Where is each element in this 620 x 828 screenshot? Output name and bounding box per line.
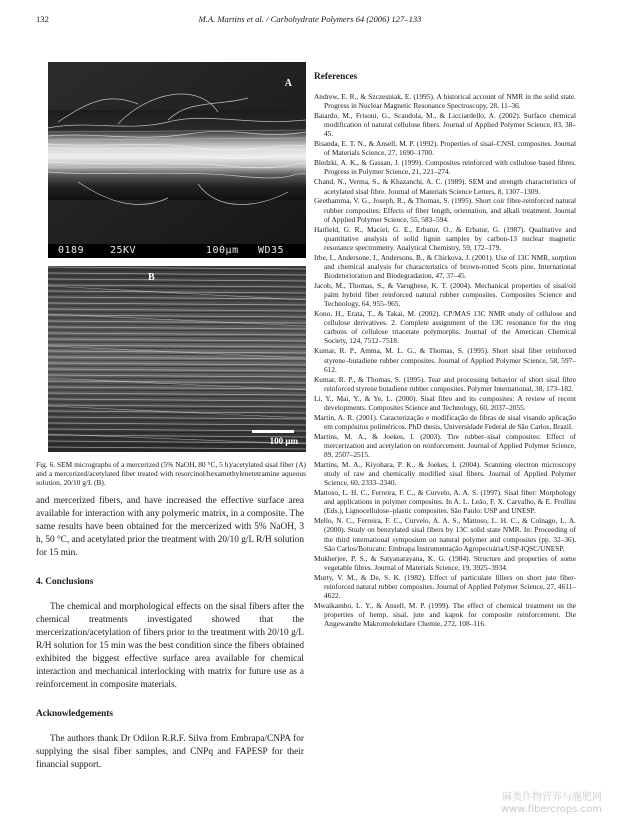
reference-item: Li, Y., Mai, Y., & Ye, L. (2000). Sisal fibre and its composites: A review of recent developments. Composites Science and Technology, 60, 2037–2055.	[314, 393, 576, 412]
right-column	[314, 72, 576, 629]
references-title: References	[314, 72, 358, 82]
reference-item: Mwaikambo, L. Y., & Ansell, M. P. (1999). The effect of chemical treatment on the properties of hemp, sisal, jute and kapok for composite reinforcement. Die Angewandte Makromolekulare Chemie, 272, 108–116.	[314, 600, 576, 629]
sem-micrograph-a	[48, 62, 306, 258]
figure-6	[36, 62, 306, 488]
reference-item: Murty, V. M., & De, S. K. (1982). Effect of particulate fillers on short jute fiber-reinforced natural rubber composites. Journal of Applied Polymer Science, 27, 4611–4622.	[314, 572, 576, 600]
paragraph-continuation: and mercerized fibers, and have increased the effective surface area available for interaction with any polymeric matrix, in a composite. The same results have been obtained for the mercerized with 5% NaOH, 3 h, 50 °C, and acetylated prior the treatment with 20/10 g/L R/H solution for 15 min.	[36, 495, 304, 558]
panel-label-b: B	[148, 272, 155, 283]
page-header	[36, 14, 584, 28]
sem-image-b	[48, 266, 306, 452]
sem-scale: 100μm	[206, 245, 239, 256]
reference-item: Mukherjee, P. S., & Satyanarayana, K. G. (1984). Structure and properties of some vegetable fibres. Journal of Materials Science, 19, 3925–3934.	[314, 553, 576, 572]
reference-item: Mello, N. C., Ferreira, F. C., Curvelo, A. A. S., Mattoso, L. H. C., & Colnago, L. A. (2000). Study on benzylated sisal fibers by 13C solid state NMR. In: Proceeding of the third international symposium on natural polymer and composites (pp. 32–36). São Carlos/Botucatu: Embrapa Instrumentação Agropecuária/USP-IQSC/UNESP.	[314, 516, 576, 553]
reference-item: Bledzki, A. K., & Gassan, J. (1999). Composites reinforced with cellulose based fibres. Progress in Polymer Science, 21, 221–274.	[314, 158, 576, 177]
scale-bar-label: 100 μm	[269, 436, 298, 446]
reference-item: Mattoso, L. H. C., Ferreira, F. C., & Curvelo, A. A. S. (1997). Sisal fiber: Morphology and applications in polymer composites. In A. L. Leão, F. X. Carvalho, & E. Frollini (Eds.), Lignocellulose–plastic composites. São Paulo: USP and UNESP.	[314, 488, 576, 516]
reference-item: Baiardo, M., Frisoni, G., Scandola, M., & Licciardello, A. (2002). Surface chemical modification of natural cellulose fibers. Journal of Applied Polymer Science, 83, 38–45.	[314, 111, 576, 139]
reference-item: Irbe, I., Andersone, I., Andersons, B., & Chirkova, J. (2001). Use of 13C NMR, sorption and chemical analysis for characteristics of brown-rotted Scots pine. International Biodeterioration and Biodegradation, 47, 37–45.	[314, 252, 576, 281]
sem-working-distance: WD35	[258, 245, 285, 256]
reference-item: Bisanda, E. T. N., & Ansell, M. P. (1992). Properties of sisal–CNSL composites. Journal of Materials Science, 27, 1690–1700.	[314, 139, 576, 158]
sem-micrograph-b	[48, 266, 306, 452]
reference-item: Andrew, E. R., & Szczesniak, E. (1995). A historical account of NMR in the solid state. Progress in Nuclear Magnetic Resonance Spectroscopy, 28, 11–36.	[314, 92, 576, 111]
watermark-line-1: 麻类作物营养与施肥网	[502, 792, 602, 803]
reference-item: Martins, M. A., Kiyohara, P. K., & Joekes, I. (2004). Scanning electron microscopy study of raw and chemically modified sisal fibers. Journal of Applied Polymer Science, 60, 2333–2340.	[314, 460, 576, 488]
sem-voltage: 25KV	[110, 245, 137, 256]
section-title-acknowledgements: Acknowledgements	[36, 708, 113, 719]
body-text	[36, 495, 304, 772]
paragraph-acknowledgements: The authors thank Dr Odilon R.R.F. Silva from Embrapa/CNPA for supplying the sisal fiber samples, and CNPq and FAPESP for their financial support.	[36, 733, 304, 770]
running-head: M.A. Martins et al. / Carbohydrate Polymers 64 (2006) 127–133	[198, 14, 422, 24]
section-title-conclusions: 4. Conclusions	[36, 576, 94, 587]
reference-item: Jacob, M., Thomas, S., & Varughese, K. T. (2004). Mechanical properties of sisal/oil palm hybrid fiber reinforced natural rubber composites. Composites Science and Technology, 64, 955–965.	[314, 281, 576, 309]
reference-item: Kumar, R. P., & Thomas, S. (1995). Tear and processing behavior of short sisal fibre reinforced styrene butadiene rubber composites. Polymer International, 38, 173–182.	[314, 374, 576, 393]
sem-image-a	[48, 62, 306, 258]
reference-item: Chand, N., Verma, S., & Khazanchi, A. C. (1989). SEM and strength characteristics of acetylated sisal fibre. Journal of Materials Science Letters, 8, 1307–1309.	[314, 177, 576, 196]
left-column	[36, 62, 304, 772]
reference-item: Hatfield, G. R., Maciel, G. E., Erbatur, O., & Erbatur, G. (1987). Qualitative and quantitative analysis of solid lignin samples by carbon-13 nuclear magnetic resonance spectrometry. Analytical Chemistry, 59, 172–179.	[314, 224, 576, 252]
reference-item: Martins, M. A., & Joekes, I. (2003). Tire rubber–sisal composites: Effect of mercerization and acetylation on reinforcement. Journal of Applied Polymer Science, 89, 2507–2515.	[314, 431, 576, 460]
page-number: 132	[36, 14, 49, 24]
reference-item: Kono, H., Erata, T., & Takai, M. (2002). CP/MAS 13C NMR study of cellulose and cellulose derivatives. 2. Complete assignment of the 13C resonance for the ring carbons of cellulose triacetate polymorphs. Journal of the American Chemical Society, 124, 7512–7518.	[314, 309, 576, 346]
sem-info-bar	[48, 244, 306, 258]
panel-label-a: A	[284, 78, 292, 89]
scale-bar	[252, 430, 294, 433]
reference-list	[314, 92, 576, 628]
reference-item: Geethamma, V. G., Joseph, R., & Thomas, S. (1995). Short coir fibre-reinforced natural rubber composites: Effects of fiber length, orientation, and alkali treatment. Journal of Applied Polymer Science, 55, 583–594.	[314, 196, 576, 224]
sem-image-id: 0189	[58, 245, 85, 256]
watermark	[501, 792, 602, 816]
reference-item: Martin, A. R. (2001). Caracterização e modificação de fibras de sisal visando aplicação em compósitos poliméricos. PhD thesis, Universidade Federal de São Carlos, Brazil.	[314, 412, 576, 431]
watermark-line-2: www.fibercrops.com	[500, 804, 602, 815]
paragraph-conclusions: The chemical and morphological effects on the sisal fibers after the chemical treatments investigated showed that the mercerization/acetylation of fibers prior to the treatment with 20/10 g/L R/H solution for 15 min was the best condition since the fibers obtained exhibited the biggest effective surface area available for chemical interaction and mechanical interlocking with matrix for future use as a reinforcement in composite materials.	[36, 601, 304, 690]
figure-caption: Fig. 6. SEM micrographs of a mercerized (5% NaOH, 80 °C, 5 h)/acetylated sisal fiber (A) and a mercerized/acetylated fiber treated with resorcinol/hexamethylenetetramine aqueous solution, 20/10 g/L (B).	[36, 460, 306, 488]
reference-item: Kumar, R. P., Amma, M. L. G., & Thomas, S. (1995). Short sisal fiber reinforced styrene–butadiene rubber composites. Journal of Applied Polymer Science, 58, 597–612.	[314, 346, 576, 374]
